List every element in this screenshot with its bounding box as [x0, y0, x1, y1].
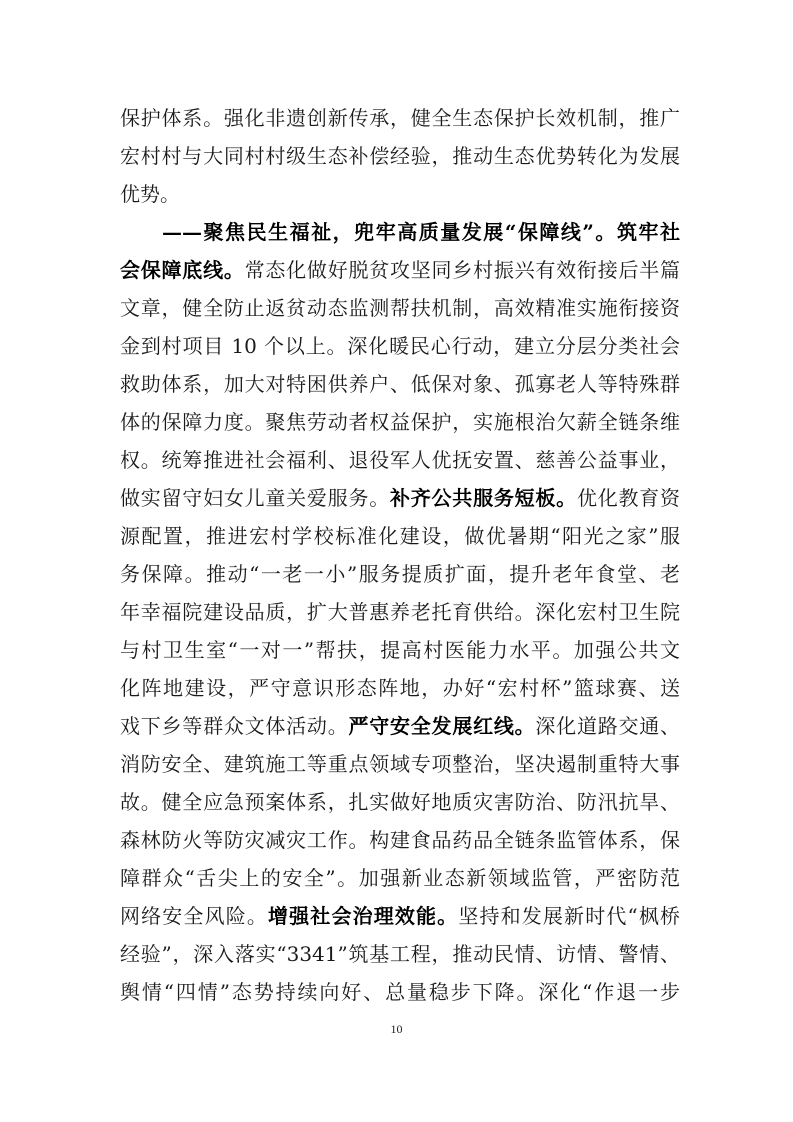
text-span: 坚持和发展新时代“枫桥	[458, 904, 681, 928]
text-span: 网络安全风险。	[120, 904, 269, 928]
text-span: 森林防火等防灾减灾工作。构建食品药品全链条监管体系，保	[120, 828, 680, 852]
body-line	[120, 366, 680, 402]
text-span: 年幸福院建设品质，扩大普惠养老托育供给。深化宏村卫生院	[120, 600, 680, 624]
body-line	[120, 480, 680, 516]
text-span: 务保障。推动“一老一小”服务提质扩面，提升老年食堂、老	[120, 562, 680, 586]
body-line	[120, 708, 680, 744]
body-line	[120, 328, 680, 364]
body-line	[120, 518, 680, 554]
text-span: 做实留守妇女儿童关爱服务。	[120, 486, 390, 510]
body-line	[120, 556, 680, 592]
bold-heading: ——聚焦民生福祉，兜牢高质量发展“保障线”。筑牢社	[162, 220, 680, 244]
text-span: 常态化做好脱贫攻坚同乡村振兴有效衔接后半篇	[244, 258, 681, 282]
page-number: 10	[390, 1022, 403, 1036]
body-line	[120, 176, 680, 212]
body-line	[120, 252, 680, 288]
body-line	[120, 860, 680, 896]
body-line	[120, 594, 680, 630]
body-line	[120, 822, 680, 858]
body-line	[120, 138, 680, 174]
text-span: 源配置，推进宏村学校标准化建设，做优暑期“阳光之家”服	[120, 524, 680, 548]
body-line	[120, 442, 680, 478]
text-span: 优势。	[120, 182, 180, 206]
text-span: 障群众“舌尖上的安全”。加强新业态新领域监管，严密防范	[120, 866, 680, 890]
bold-heading: 增强社会治理效能。	[268, 904, 459, 928]
body-line	[120, 898, 680, 934]
text-span: 消防安全、建筑施工等重点领域专项整治，坚决遏制重特大事	[120, 752, 680, 776]
text-span: 经验”，深入落实“3341”筑基工程，推动民情、访情、警情、	[120, 942, 680, 966]
section-heading-line	[162, 214, 680, 250]
bold-heading: 补齐公共服务短板。	[390, 486, 577, 510]
body-line	[120, 784, 680, 820]
body-line	[120, 974, 680, 1010]
text-span: 优化教育资	[576, 486, 681, 510]
body-line	[120, 290, 680, 326]
bold-heading: 会保障底线。	[120, 258, 245, 282]
text-span: 宏村村与大同村村级生态补偿经验，推动生态优势转化为发展	[120, 144, 680, 168]
text-span: 金到村项目 10 个以上。深化暖民心行动，建立分层分类社会	[120, 334, 680, 358]
body-line	[120, 100, 680, 136]
text-span: 体的保障力度。聚焦劳动者权益保护，实施根治欠薪全链条维	[120, 410, 680, 434]
text-span: 文章，健全防止返贫动态监测帮扶机制，高效精准实施衔接资	[120, 296, 680, 320]
body-line	[120, 632, 680, 668]
body-line	[120, 746, 680, 782]
text-span: 舆情“四情”态势持续向好、总量稳步下降。深化“作退一步	[120, 980, 680, 1004]
text-span: 深化道路交通、	[535, 714, 681, 738]
text-span: 权。统筹推进社会福利、退役军人优抚安置、慈善公益事业，	[120, 448, 680, 472]
text-span: 与村卫生室“一对一”帮扶，提高村医能力水平。加强公共文	[120, 638, 680, 662]
body-line	[120, 404, 680, 440]
body-line	[120, 936, 680, 972]
bold-heading: 严守安全发展红线。	[348, 714, 536, 738]
text-span: 故。健全应急预案体系，扎实做好地质灾害防治、防汛抗旱、	[120, 790, 680, 814]
text-span: 救助体系，加大对特困供养户、低保对象、孤寡老人等特殊群	[120, 372, 680, 396]
body-line	[120, 670, 680, 706]
text-span: 化阵地建设，严守意识形态阵地，办好“宏村杯”篮球赛、送	[120, 676, 680, 700]
text-span: 戏下乡等群众文体活动。	[120, 714, 349, 738]
text-span: 保护体系。强化非遗创新传承，健全生态保护长效机制，推广	[120, 106, 680, 130]
